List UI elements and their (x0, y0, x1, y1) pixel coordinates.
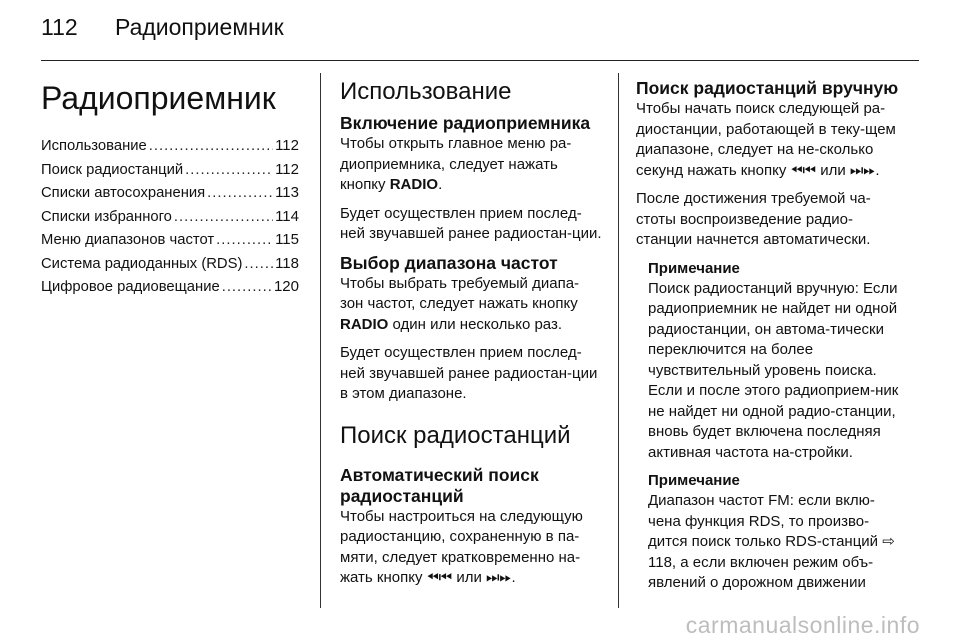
toc-entry-page: 112 (275, 160, 299, 178)
toc-leader-dots (216, 232, 273, 248)
radio-key-label: RADIO (389, 176, 439, 193)
search-heading: Поиск радиостанций (340, 421, 571, 449)
band-text-end: один или несколько раз. (388, 315, 563, 333)
toc-entry[interactable] (41, 230, 299, 254)
band-text (340, 274, 602, 336)
band-text-2: Будет осуществлен прием послед-ней звучавшей ранее радиостан-ции в этом диапазоне. (340, 344, 598, 402)
toc-column (41, 78, 299, 301)
manual-search-text-2: После достижения требуемой ча-стоты воспроизведение радио-станции начнется автоматически. (636, 190, 871, 248)
column-divider-1 (320, 73, 321, 608)
toc-entry-page: 118 (275, 254, 299, 272)
toc-entry[interactable] (41, 277, 299, 301)
toc-entry-label: Система радиоданных (RDS) (41, 255, 243, 272)
seek-back-icon: ⏪︎⏮︎ (426, 569, 453, 586)
manual-search-or: или (820, 161, 846, 179)
note-1-text: Поиск радиостанций вручную: Если радиоприемник не найдет ни одной радиостанции, он автома-тически переключится на более чувствительный уровень поиска. Если и после этого радиоприем-ник не найдет ни одной радио-станции, вновь будет включена последняя активная частота на-стройки. (648, 279, 899, 461)
toc-entry-label: Списки автосохранения (41, 185, 206, 201)
toc-leader-dots (222, 279, 272, 295)
note-2-text-main: Диапазон частот FM: если вклю-чена функция RDS, то произво-дится поиск только RDS-станций (648, 492, 879, 550)
radio-on-text (340, 134, 602, 196)
toc-leader-dots (244, 256, 273, 272)
toc-leader-dots (149, 138, 273, 154)
auto-search-text-main: Чтобы настроиться на следующую радиостанцию, сохраненную в па-мяти, следует кратковременно на-жать кнопку (340, 507, 583, 586)
band-heading: Выбор диапазона частот (340, 252, 558, 273)
manual-search-text (636, 99, 904, 181)
auto-search-text (340, 507, 602, 589)
toc-entry[interactable] (41, 254, 299, 278)
page-number: 112 (41, 14, 78, 40)
toc-entry[interactable] (41, 160, 299, 184)
chapter-title: Радиоприемник (41, 80, 276, 116)
toc-entry-page: 113 (275, 184, 299, 201)
radio-key-label-2: RADIO (340, 315, 389, 333)
radio-on-heading: Включение радиоприемника (340, 113, 591, 133)
toc-entry[interactable] (41, 183, 299, 207)
auto-search-end: . (511, 569, 516, 586)
toc-entry-label: Поиск радиостанций (41, 161, 184, 178)
note-2-ref-page[interactable]: 118 (648, 553, 672, 571)
toc-entry-label: Списки избранного (41, 208, 172, 225)
radio-on-text-end: . (438, 176, 443, 193)
toc-entry-page: 115 (275, 231, 299, 248)
manual-search-end: . (875, 161, 880, 179)
toc-entry-page: 112 (275, 137, 299, 154)
toc-leader-dots (174, 209, 273, 225)
usage-column (340, 78, 602, 589)
manual-search-heading: Поиск радиостанций вручную (636, 78, 899, 98)
toc-entry-page: 114 (275, 207, 299, 225)
header-title: Радиоприемник (115, 14, 284, 40)
toc-leader-dots (207, 185, 273, 201)
note-1 (648, 259, 904, 594)
toc-entry-label: Цифровое радиовещание (41, 279, 220, 295)
watermark: carmanualsonline.info (685, 612, 920, 638)
seek-forward-icon: ⏭︎⏩︎ (849, 161, 876, 179)
toc-entry-page: 120 (273, 278, 299, 295)
note-1-heading: Примечание (648, 259, 740, 277)
radio-on-text-2: Будет осуществлен прием послед-ней звучавшей ранее радиостан-ции. (340, 204, 602, 242)
column-divider-2 (618, 73, 619, 608)
radio-on-text-main: Чтобы открыть главное меню ра-диоприемника, следует нажать кнопку (340, 135, 572, 193)
manual-search-text-main: Чтобы начать поиск следующей ра-диостанции, работающей в теку-щем диапазоне, следует на не-сколько секунд нажать кнопку (636, 100, 896, 179)
seek-forward-icon: ⏭︎⏩︎ (486, 569, 512, 586)
toc-entry[interactable] (41, 136, 299, 160)
header-rule (41, 60, 919, 61)
usage-heading: Использование (340, 78, 512, 105)
toc-leader-dots (185, 162, 273, 178)
auto-search-heading: Автоматический поиск радиостанций (340, 464, 539, 506)
toc-entry-label: Использование (41, 138, 147, 154)
toc-list (41, 136, 299, 301)
note-2-text-end: , а если включен режим объ-явлений о дорожном движении (648, 553, 874, 591)
auto-search-or: или (456, 569, 482, 586)
note-2-text (648, 491, 904, 594)
manual-column (636, 78, 904, 594)
note-2-heading: Примечание (648, 472, 740, 489)
seek-back-icon: ⏪︎⏮︎ (790, 161, 817, 179)
toc-entry[interactable] (41, 207, 299, 231)
page-reference-icon: ⇨ (882, 533, 895, 550)
toc-entry-label: Меню диапазонов частот (41, 232, 215, 248)
band-text-main: Чтобы выбрать требуемый диапа-зон частот, следует нажать кнопку (340, 274, 580, 312)
